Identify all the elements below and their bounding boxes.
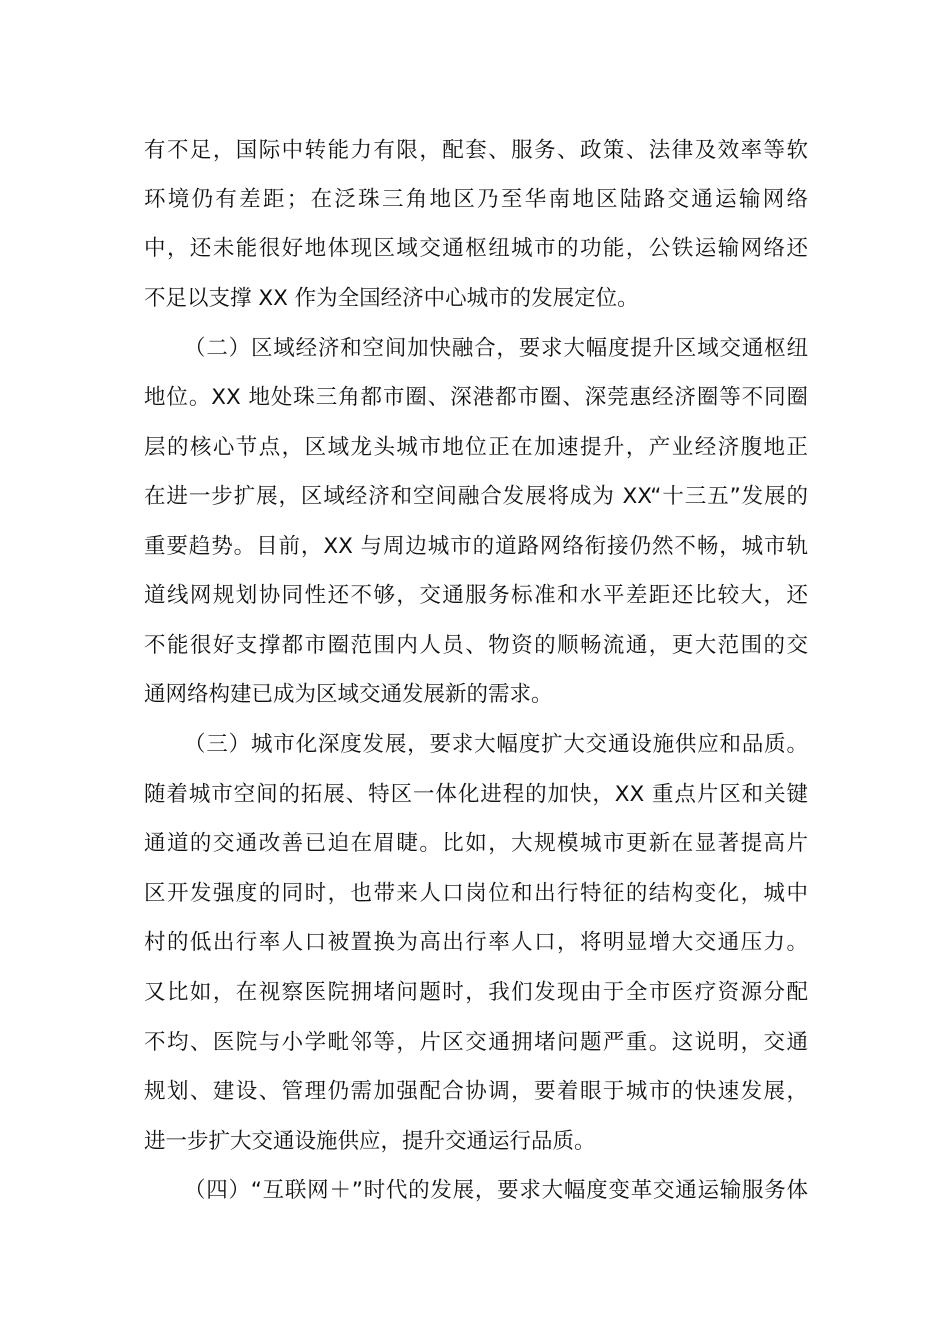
text-line: 道线网规划协同性还不够，交通服务标准和水平差距还比较大，还 xyxy=(144,583,808,608)
paragraph-heading-line: （二）区域经济和空间加快融合，要求大幅度提升区域交通枢纽 xyxy=(184,336,808,361)
text-line: 通道的交通改善已迫在眉睫。比如，大规模城市更新在显著提高片 xyxy=(144,831,808,856)
text-line: 随着城市空间的拓展、特区一体化进程的加快，XX 重点片区和关键 xyxy=(144,782,808,807)
text-line: 不能很好支撑都市圈范围内人员、物资的顺畅流通，更大范围的交 xyxy=(144,633,808,658)
text-line: 规划、建设、管理仍需加强配合协调，要着眼于城市的快速发展， xyxy=(144,1079,808,1104)
text-line: 中，还未能很好地体现区域交通枢纽城市的功能，公铁运输网络还 xyxy=(144,236,808,261)
paragraph-heading-line: （三）城市化深度发展，要求大幅度扩大交通设施供应和品质。 xyxy=(184,732,808,757)
text-line: 重要趋势。目前，XX 与周边城市的道路网络衔接仍然不畅，城市轨 xyxy=(144,534,808,559)
text-line: 不均、医院与小学毗邻等，片区交通拥堵问题严重。这说明，交通 xyxy=(144,1030,808,1055)
text-line: 环境仍有差距；在泛珠三角地区乃至华南地区陆路交通运输网络 xyxy=(144,187,808,212)
text-line: 通网络构建已成为区域交通发展新的需求。 xyxy=(144,682,553,707)
text-line: 区开发强度的同时，也带来人口岗位和出行特征的结构变化，城中 xyxy=(144,881,808,906)
text-line: 层的核心节点，区域龙头城市地位正在加速提升，产业经济腹地正 xyxy=(144,435,808,460)
text-line: 又比如，在视察医院拥堵问题时，我们发现由于全市医疗资源分配 xyxy=(144,980,808,1005)
text-line: 地位。XX 地处珠三角都市圈、深港都市圈、深莞惠经济圈等不同圈 xyxy=(144,385,808,410)
text-line: 进一步扩大交通设施供应，提升交通运行品质。 xyxy=(144,1129,596,1154)
text-line: 村的低出行率人口被置换为高出行率人口，将明显增大交通压力。 xyxy=(144,930,808,955)
text-line: 在进一步扩展，区域经济和空间融合发展将成为 XX“十三五”发展的 xyxy=(144,484,808,509)
text-line: 不足以支撑 XX 作为全国经济中心城市的发展定位。 xyxy=(144,286,639,311)
paragraph-heading-line: （四）“互联网＋”时代的发展，要求大幅度变革交通运输服务体 xyxy=(184,1178,808,1203)
text-line: 有不足，国际中转能力有限，配套、服务、政策、法律及效率等软 xyxy=(144,138,808,163)
